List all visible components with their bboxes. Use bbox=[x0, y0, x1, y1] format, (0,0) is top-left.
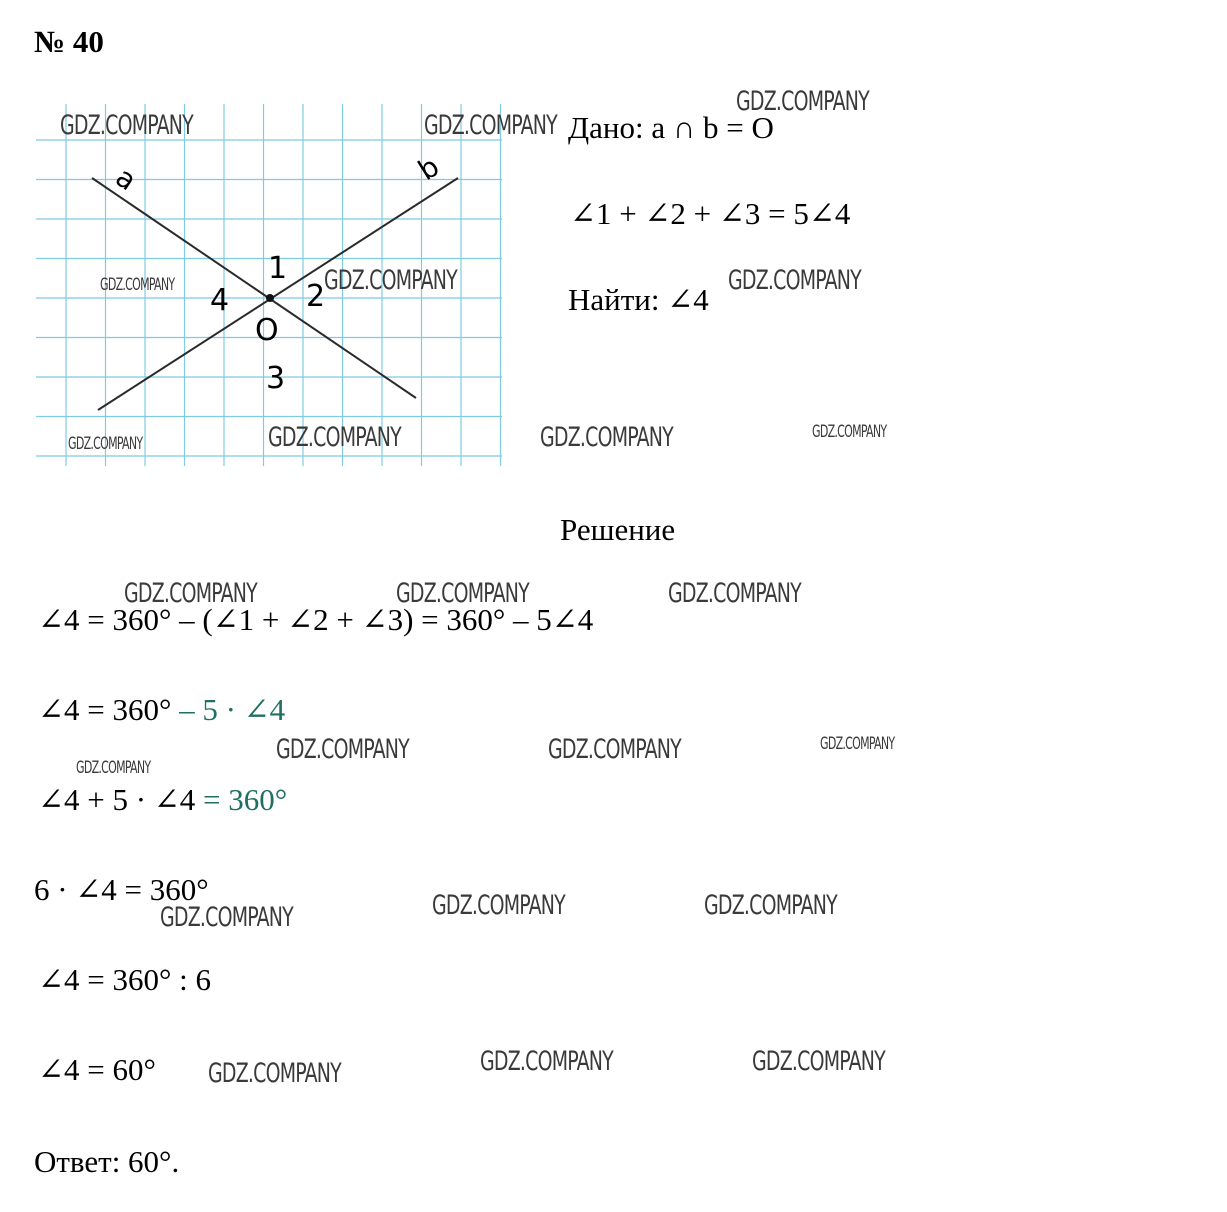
given-intersection: Дано: a ∩ b = O bbox=[568, 110, 774, 145]
watermark: GDZ.COMPANY bbox=[324, 265, 457, 296]
watermark: GDZ.COMPANY bbox=[752, 1046, 885, 1077]
watermark: GDZ.COMPANY bbox=[548, 734, 681, 765]
watermark: GDZ.COMPANY bbox=[820, 734, 895, 754]
angle-2-label: 2 bbox=[306, 279, 326, 314]
watermark: GDZ.COMPANY bbox=[100, 275, 175, 295]
solution-step-6: ∠4 = 60° bbox=[38, 1052, 156, 1087]
watermark: GDZ.COMPANY bbox=[124, 578, 257, 609]
point-o-dot bbox=[266, 294, 274, 302]
solution-step-2-left: ∠4 = 360° bbox=[38, 692, 172, 727]
watermark: GDZ.COMPANY bbox=[668, 578, 801, 609]
solution-step-1: ∠4 = 360° – (∠1 + ∠2 + ∠3) = 360° – 5∠4 bbox=[38, 602, 594, 637]
watermark: GDZ.COMPANY bbox=[396, 578, 529, 609]
watermark: GDZ.COMPANY bbox=[76, 758, 151, 778]
line-a-label: a bbox=[109, 160, 143, 198]
problem-number: № 40 bbox=[34, 24, 104, 59]
answer: Ответ: 60°. bbox=[34, 1144, 180, 1179]
watermark: GDZ.COMPANY bbox=[728, 265, 861, 296]
angle-3-label: 3 bbox=[266, 361, 286, 396]
solution-step-4: 6 · ∠4 = 360° bbox=[34, 872, 209, 907]
watermark: GDZ.COMPANY bbox=[208, 1058, 341, 1089]
watermark: GDZ.COMPANY bbox=[268, 422, 401, 453]
watermark: GDZ.COMPANY bbox=[480, 1046, 613, 1077]
point-o-label: O bbox=[255, 313, 279, 348]
solution-step-3-right: = 360° bbox=[195, 782, 288, 817]
solution-step-3-left: ∠4 + 5 · ∠4 bbox=[38, 782, 196, 817]
watermark: GDZ.COMPANY bbox=[68, 434, 143, 454]
solution-step-3 bbox=[38, 782, 287, 818]
watermark: GDZ.COMPANY bbox=[812, 422, 887, 442]
solution-step-2 bbox=[38, 692, 285, 728]
watermark: GDZ.COMPANY bbox=[540, 422, 673, 453]
line-b-label: b bbox=[412, 149, 445, 188]
angle-1-label: 1 bbox=[268, 251, 288, 286]
given-condition: ∠1 + ∠2 + ∠3 = 5∠4 bbox=[570, 196, 851, 231]
watermark: GDZ.COMPANY bbox=[160, 902, 293, 933]
find-statement: Найти: ∠4 bbox=[568, 282, 709, 317]
watermark: GDZ.COMPANY bbox=[60, 110, 193, 141]
solution-step-2-right: – 5 · ∠4 bbox=[171, 692, 286, 727]
watermark: GDZ.COMPANY bbox=[736, 86, 869, 117]
watermark: GDZ.COMPANY bbox=[432, 890, 565, 921]
watermark: GDZ.COMPANY bbox=[424, 110, 557, 141]
solution-heading: Решение bbox=[560, 512, 676, 547]
watermark: GDZ.COMPANY bbox=[276, 734, 409, 765]
watermark: GDZ.COMPANY bbox=[704, 890, 837, 921]
solution-step-5: ∠4 = 360° : 6 bbox=[38, 962, 211, 997]
angle-4-label: 4 bbox=[210, 283, 230, 318]
